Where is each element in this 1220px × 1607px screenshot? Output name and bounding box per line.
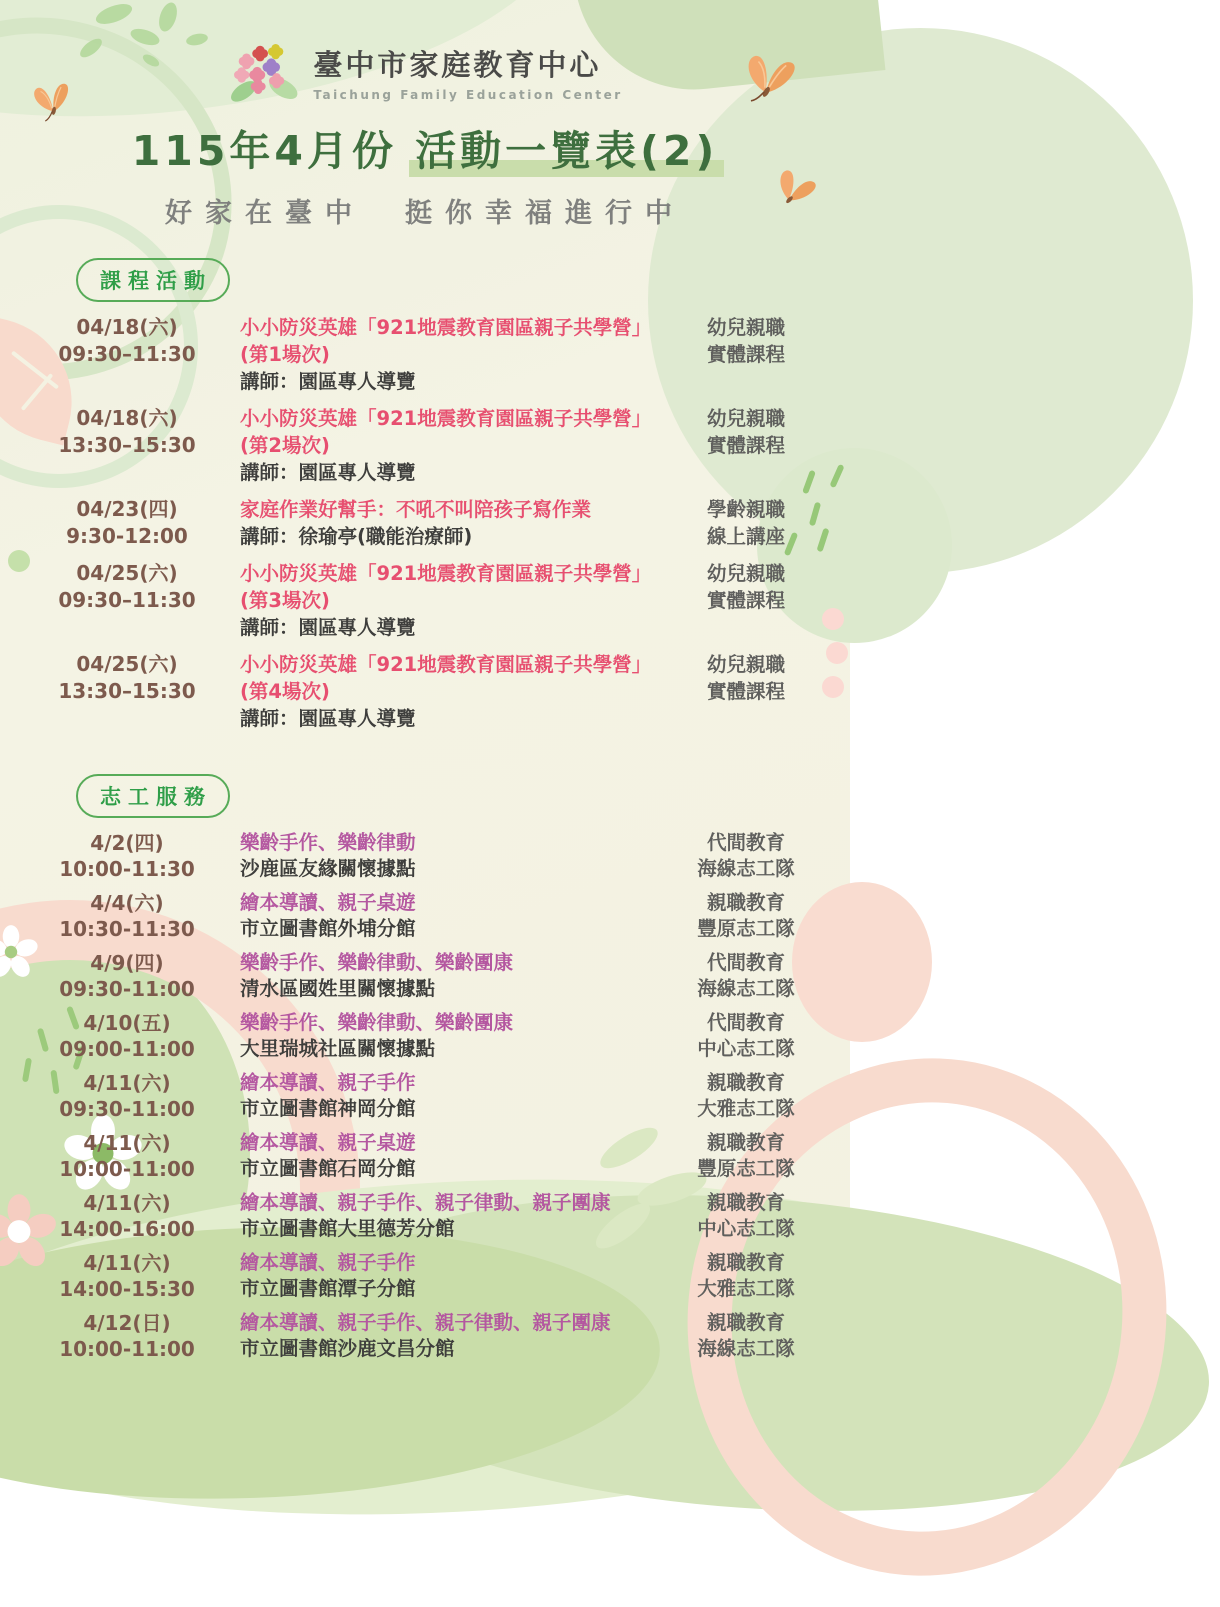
event-detail: 講師：園區專人導覽 (240, 370, 416, 393)
event-datetime (28, 1310, 226, 1362)
event-category: 親職教育 (706, 1071, 785, 1094)
event-date: 04/18(六) (76, 406, 178, 430)
page-title-prefix: 115年4月份 (131, 127, 397, 175)
event-team: 海線志工隊 (697, 1337, 795, 1360)
event-team: 線上講座 (706, 525, 785, 548)
event-title: 小小防災英雄「921地震教育園區親子共學營」(第3場次) (240, 562, 652, 612)
event-team: 中心志工隊 (697, 1217, 795, 1240)
event-title: 繪本導讀、親子手作 (240, 1251, 416, 1274)
event-datetime (28, 950, 226, 1002)
event-detail: 講師：園區專人導覽 (240, 461, 416, 484)
event-row (28, 830, 822, 882)
event-time: 14:00-15:30 (59, 1277, 195, 1301)
event-category: 親職教育 (706, 1191, 785, 1214)
event-title: 樂齡手作、樂齡律動、樂齡團康 (240, 951, 514, 974)
event-detail: 講師：園區專人導覽 (240, 707, 416, 730)
event-main (226, 651, 670, 732)
event-datetime (28, 651, 226, 705)
event-datetime (28, 1190, 226, 1242)
event-row (28, 890, 822, 942)
event-detail: 沙鹿區友緣關懷據點 (240, 857, 416, 880)
event-team: 大雅志工隊 (697, 1277, 795, 1300)
event-tags (670, 1190, 822, 1242)
event-tags (670, 560, 822, 614)
event-date: 4/11(六) (83, 1191, 171, 1215)
event-detail: 市立圖書館大里德芳分館 (240, 1217, 455, 1240)
event-time: 09:30-11:00 (59, 977, 195, 1001)
event-title: 樂齡手作、樂齡律動 (240, 831, 416, 854)
event-row (28, 1250, 822, 1302)
event-detail: 市立圖書館外埔分館 (240, 917, 416, 940)
event-tags (670, 1010, 822, 1062)
event-time: 13:30–15:30 (58, 433, 196, 457)
event-category: 幼兒親職 (706, 407, 785, 430)
event-row (28, 1190, 822, 1242)
event-time: 9:30-12:00 (66, 524, 188, 548)
course-rows (28, 314, 822, 732)
event-date: 4/10(五) (83, 1011, 171, 1035)
event-row (28, 405, 822, 486)
section-label-volunteer: 志工服務 (76, 774, 230, 818)
schedule-area (0, 258, 850, 1362)
event-main (226, 405, 670, 486)
event-category: 幼兒親職 (706, 316, 785, 339)
tagline: 好家在臺中 挺你幸福進行中 (165, 198, 685, 229)
event-category: 代間教育 (706, 951, 785, 974)
event-team: 中心志工隊 (697, 1037, 795, 1060)
event-date: 4/9(四) (90, 951, 164, 975)
event-time: 10:30-11:30 (59, 917, 195, 941)
section-volunteer (76, 774, 822, 818)
event-datetime (28, 1250, 226, 1302)
event-team: 豐原志工隊 (697, 1157, 795, 1180)
event-title: 小小防災英雄「921地震教育園區親子共學營」(第4場次) (240, 653, 652, 703)
event-date: 4/12(日) (83, 1311, 171, 1335)
event-title: 繪本導讀、親子桌遊 (240, 891, 416, 914)
event-datetime (28, 1130, 226, 1182)
event-time: 10:00-11:00 (59, 1337, 195, 1361)
event-row (28, 1010, 822, 1062)
event-tags (670, 496, 822, 550)
event-datetime (28, 560, 226, 614)
event-time: 10:00-11:30 (59, 857, 195, 881)
event-title: 家庭作業好幫手：不吼不叫陪孩子寫作業 (240, 498, 592, 521)
event-category: 親職教育 (706, 1251, 785, 1274)
event-main (226, 1010, 670, 1062)
event-detail: 市立圖書館潭子分館 (240, 1277, 416, 1300)
event-main (226, 950, 670, 1002)
org-title-block (313, 43, 622, 102)
event-date: 4/11(六) (83, 1131, 171, 1155)
event-date: 4/2(四) (90, 831, 164, 855)
event-main (226, 1130, 670, 1182)
event-team: 海線志工隊 (697, 857, 795, 880)
event-title: 繪本導讀、親子手作、親子律動、親子團康 (240, 1191, 611, 1214)
event-tags (670, 890, 822, 942)
flower-bouquet-icon (227, 40, 301, 104)
page-title (0, 118, 850, 177)
event-datetime (28, 1010, 226, 1062)
event-category: 代間教育 (706, 1011, 785, 1034)
event-category: 代間教育 (706, 831, 785, 854)
event-tags (670, 830, 822, 882)
event-main (226, 314, 670, 395)
event-row (28, 950, 822, 1002)
event-category: 幼兒親職 (706, 653, 785, 676)
event-team: 實體課程 (706, 434, 785, 457)
event-tags (670, 1310, 822, 1362)
event-detail: 市立圖書館石岡分館 (240, 1157, 416, 1180)
event-team: 大雅志工隊 (697, 1097, 795, 1120)
event-title: 樂齡手作、樂齡律動、樂齡團康 (240, 1011, 514, 1034)
header-logo-row (0, 0, 850, 104)
event-title: 小小防災英雄「921地震教育園區親子共學營」(第2場次) (240, 407, 652, 457)
event-main (226, 560, 670, 641)
event-date: 04/23(四) (76, 497, 178, 521)
event-main (226, 890, 670, 942)
event-time: 10:00-11:00 (59, 1157, 195, 1181)
event-category: 學齡親職 (706, 498, 785, 521)
event-date: 4/11(六) (83, 1251, 171, 1275)
event-team: 豐原志工隊 (697, 917, 795, 940)
org-name: 臺中市家庭教育中心 (313, 47, 602, 82)
event-date: 4/11(六) (83, 1071, 171, 1095)
event-datetime (28, 405, 226, 459)
event-main (226, 496, 670, 550)
event-main (226, 1190, 670, 1242)
event-date: 04/25(六) (76, 652, 178, 676)
event-tags (670, 651, 822, 705)
volunteer-rows (28, 830, 822, 1362)
event-time: 09:30–11:30 (58, 588, 196, 612)
event-time: 09:30–11:30 (58, 342, 196, 366)
event-row (28, 1310, 822, 1362)
event-category: 親職教育 (706, 1131, 785, 1154)
event-row (28, 1070, 822, 1122)
event-detail: 大里瑞城社區關懷據點 (240, 1037, 436, 1060)
event-tags (670, 1250, 822, 1302)
page-title-highlight: 活動一覽表(2) (415, 118, 718, 177)
event-team: 實體課程 (706, 589, 785, 612)
event-title: 繪本導讀、親子桌遊 (240, 1131, 416, 1154)
event-category: 親職教育 (706, 891, 785, 914)
event-time: 13:30–15:30 (58, 679, 196, 703)
event-date: 04/18(六) (76, 315, 178, 339)
event-title: 小小防災英雄「921地震教育園區親子共學營」(第1場次) (240, 316, 652, 366)
event-team: 海線志工隊 (697, 977, 795, 1000)
event-datetime (28, 890, 226, 942)
event-row (28, 314, 822, 395)
event-detail: 講師：園區專人導覽 (240, 616, 416, 639)
event-row (28, 496, 822, 550)
event-title: 繪本導讀、親子手作、親子律動、親子團康 (240, 1311, 611, 1334)
event-category: 親職教育 (706, 1311, 785, 1334)
event-team: 實體課程 (706, 343, 785, 366)
section-label-courses: 課程活動 (76, 258, 230, 302)
event-tags (670, 1130, 822, 1182)
event-datetime (28, 1070, 226, 1122)
event-datetime (28, 314, 226, 368)
event-time: 14:00-16:00 (59, 1217, 195, 1241)
event-detail: 市立圖書館神岡分館 (240, 1097, 416, 1120)
event-row (28, 651, 822, 732)
event-date: 4/4(六) (90, 891, 164, 915)
event-main (226, 1250, 670, 1302)
event-date: 04/25(六) (76, 561, 178, 585)
event-detail: 市立圖書館沙鹿文昌分館 (240, 1337, 455, 1360)
event-datetime (28, 830, 226, 882)
section-courses (76, 258, 822, 302)
event-datetime (28, 496, 226, 550)
org-name-en: Taichung Family Education Center (313, 87, 623, 102)
event-time: 09:30-11:00 (59, 1097, 195, 1121)
event-main (226, 830, 670, 882)
event-team: 實體課程 (706, 680, 785, 703)
event-detail: 講師：徐瑜亭(職能治療師) (240, 525, 473, 548)
event-title: 繪本導讀、親子手作 (240, 1071, 416, 1094)
event-time: 09:00-11:00 (59, 1037, 195, 1061)
event-category: 幼兒親職 (706, 562, 785, 585)
event-main (226, 1310, 670, 1362)
event-tags (670, 1070, 822, 1122)
event-detail: 清水區國姓里關懷據點 (240, 977, 436, 1000)
event-main (226, 1070, 670, 1122)
event-tags (670, 950, 822, 1002)
event-tags (670, 314, 822, 368)
event-row (28, 1130, 822, 1182)
event-row (28, 560, 822, 641)
event-tags (670, 405, 822, 459)
